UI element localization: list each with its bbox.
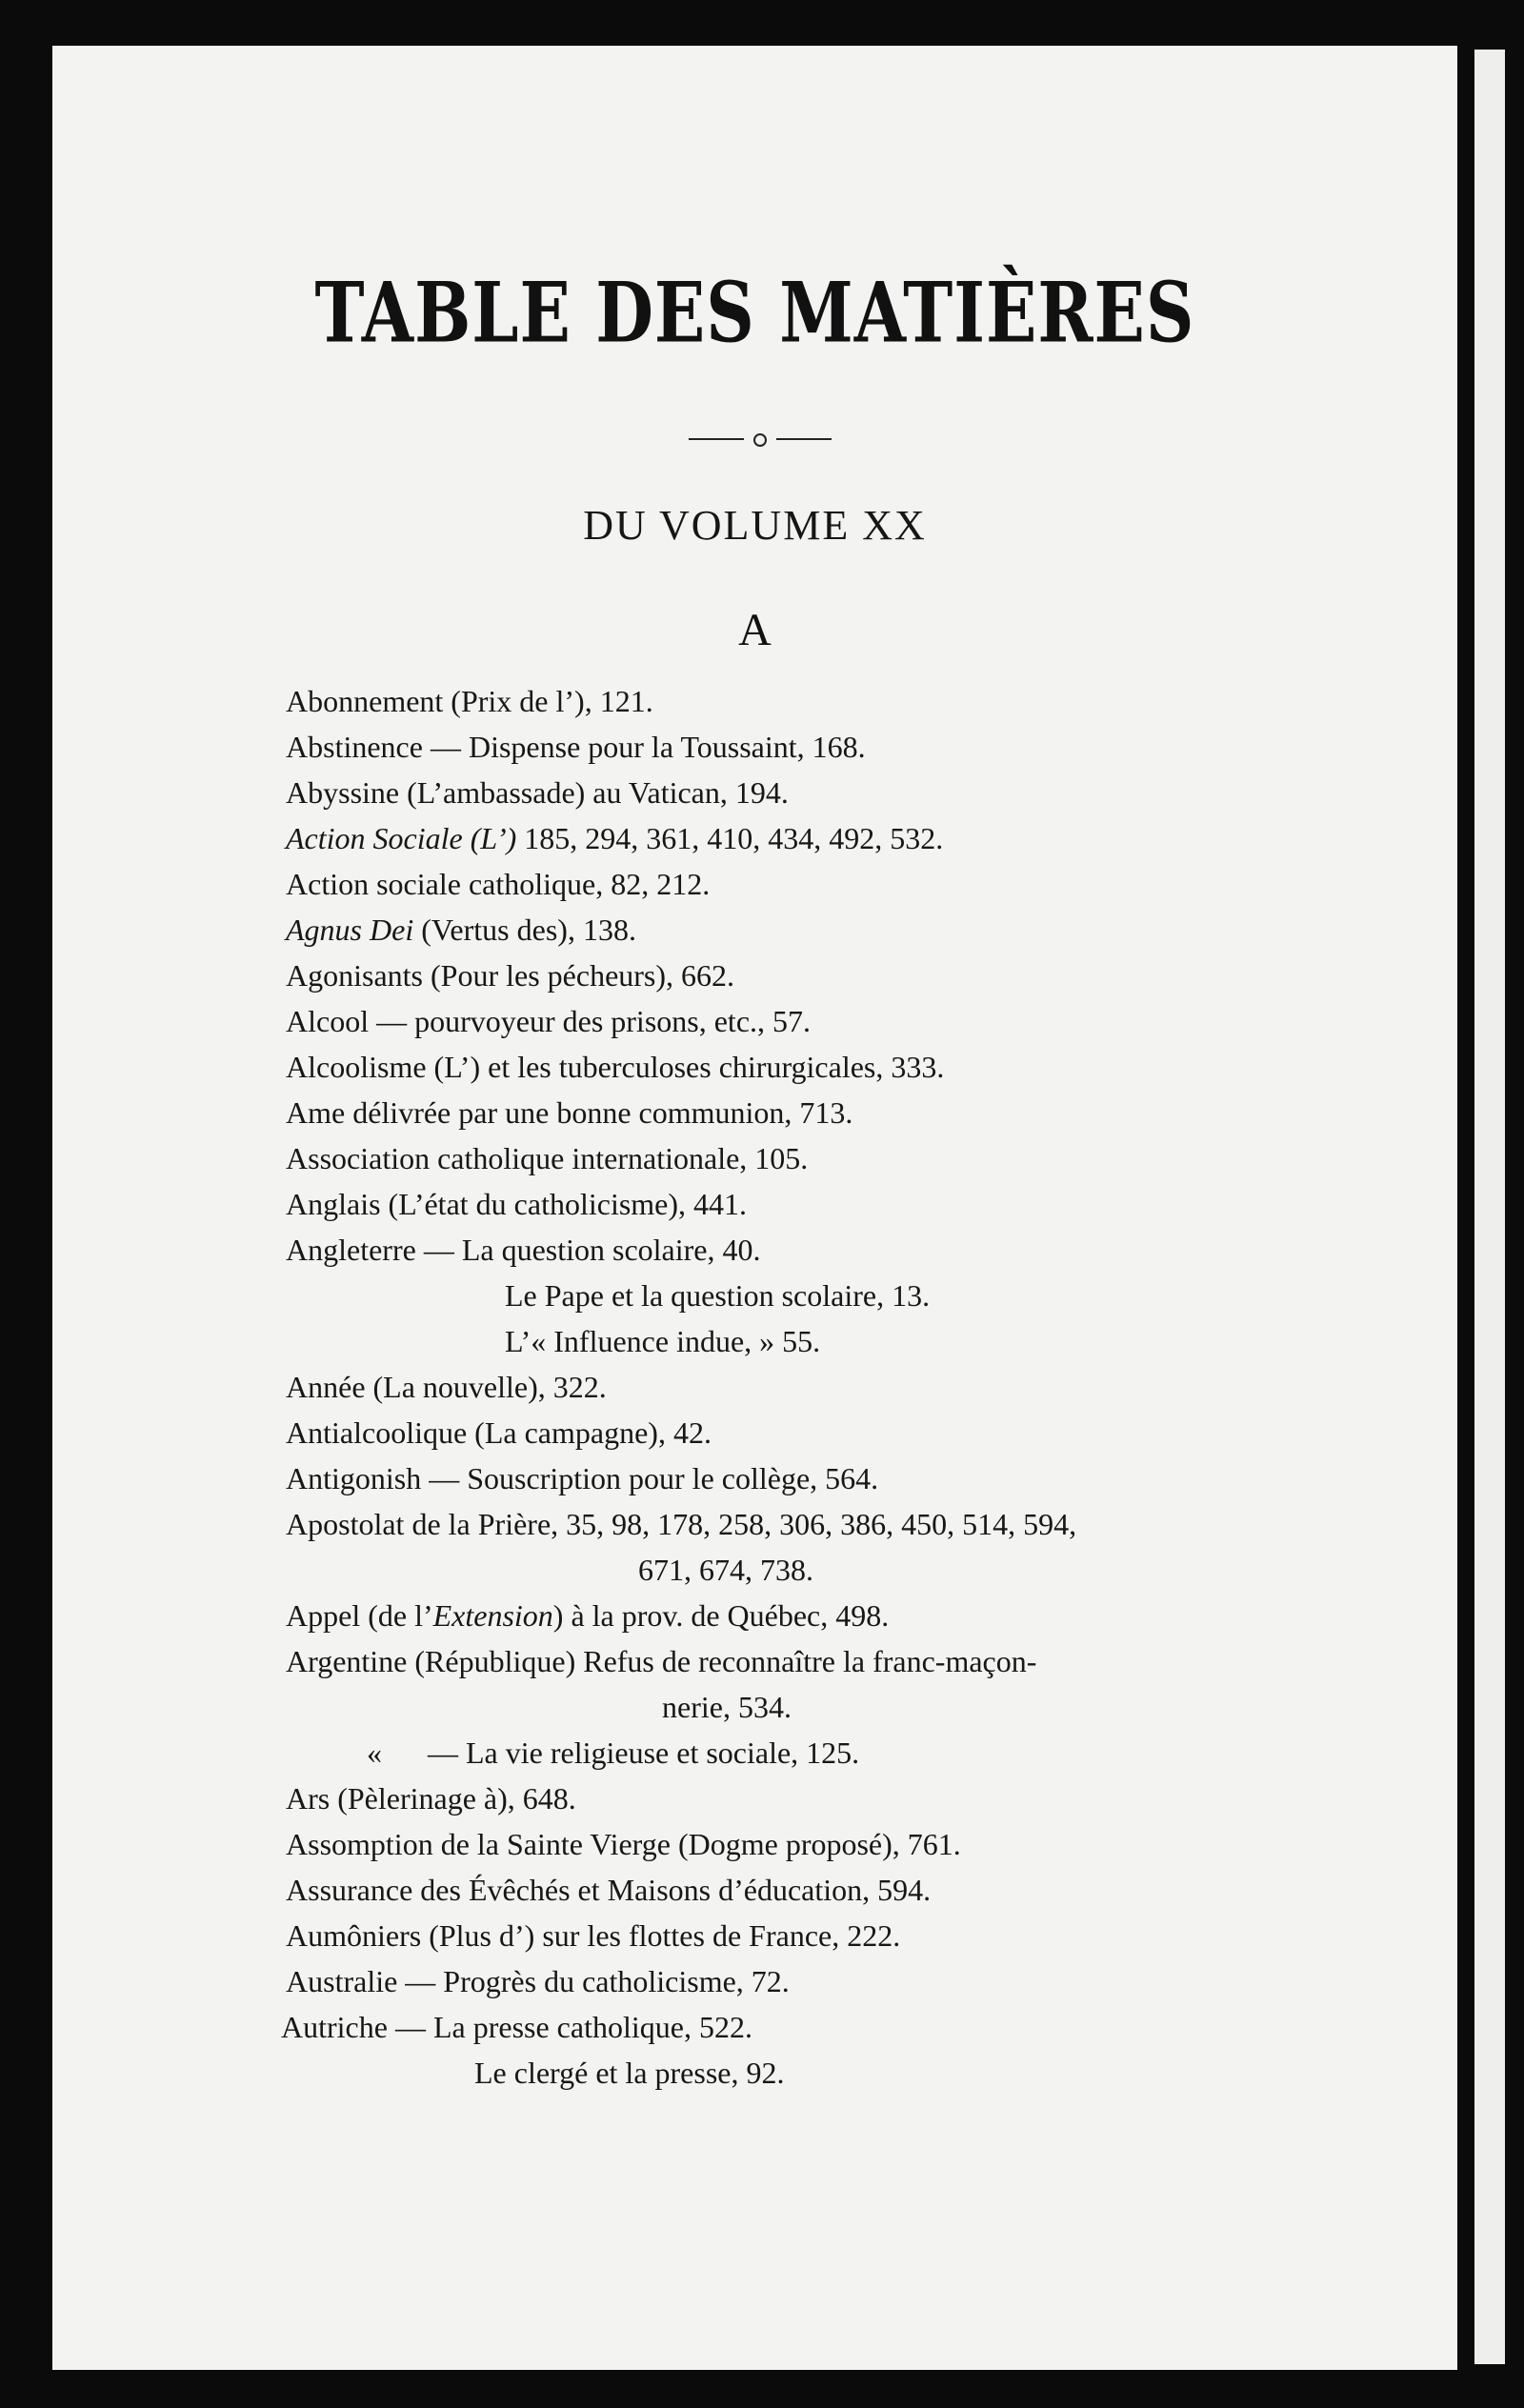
section-letter: A	[738, 605, 772, 655]
index-entry: Alcoolisme (L’) et les tuberculoses chirurgicales, 333.	[286, 1050, 945, 1084]
index-entry: Argentine (République) Refus de reconnaître la franc-maçon-	[286, 1644, 1037, 1678]
index-entry: Autriche — La presse catholique, 522.	[281, 2010, 752, 2044]
index-entry: Appel (de l’Extension) à la prov. de Québec, 498.	[286, 1598, 890, 1633]
page-title: TABLE DES MATIÈRES	[314, 263, 1195, 362]
index-entry: Agnus Dei (Vertus des), 138.	[286, 913, 636, 947]
index-entry: Abonnement (Prix de l’), 121.	[286, 684, 653, 718]
index-entry: Abyssine (L’ambassade) au Vatican, 194.	[286, 775, 789, 810]
book-page	[52, 46, 1457, 2370]
index-entry: Angleterre — La question scolaire, 40.	[286, 1233, 761, 1267]
index-entry: Aumôniers (Plus d’) sur les flottes de France, 222.	[286, 1918, 901, 1953]
index-entry: Australie — Progrès du catholicisme, 72.	[286, 1964, 790, 1998]
index-entry: Association catholique internationale, 105.	[286, 1141, 809, 1175]
index-subentry: « — La vie religieuse et sociale, 125.	[367, 1736, 860, 1770]
index-continuation: 671, 674, 738.	[638, 1553, 813, 1587]
index-entry: Année (La nouvelle), 322.	[286, 1370, 607, 1404]
index-subentry: Le Pape et la question scolaire, 13.	[505, 1278, 931, 1313]
index-subentry: Le clergé et la presse, 92.	[474, 2056, 785, 2090]
title-ornament	[689, 425, 832, 453]
index-entry: Ars (Pèlerinage à), 648.	[286, 1781, 576, 1816]
index-entry: Agonisants (Pour les pécheurs), 662.	[286, 958, 735, 993]
index-entry: Assomption de la Sainte Vierge (Dogme proposé), 761.	[286, 1827, 961, 1861]
index-entry: Action sociale catholique, 82, 212.	[286, 867, 711, 901]
index-entry: Apostolat de la Prière, 35, 98, 178, 258, 306, 386, 450, 514, 594,	[286, 1507, 1077, 1541]
index-entry: Alcool — pourvoyeur des prisons, etc., 57.	[286, 1004, 812, 1038]
volume-subtitle: DU VOLUME XX	[583, 502, 927, 549]
index-continuation: nerie, 534.	[662, 1690, 792, 1724]
adjacent-page-edge	[1474, 50, 1505, 2364]
index-entry: Antigonish — Souscription pour le collège, 564.	[286, 1461, 879, 1495]
index-entry: Anglais (L’état du catholicisme), 441.	[286, 1187, 748, 1221]
index-entry: Assurance des Évêchés et Maisons d’éducation, 594.	[286, 1873, 932, 1907]
index-entry: Ame délivrée par une bonne communion, 713.	[286, 1095, 853, 1130]
index-entry: Antialcoolique (La campagne), 42.	[286, 1415, 712, 1450]
index-subentry: L’« Influence indue, » 55.	[505, 1324, 821, 1358]
index-entry: Abstinence — Dispense pour la Toussaint, 168.	[286, 730, 866, 764]
index-entry: Action Sociale (L’) 185, 294, 361, 410, 434, 492, 532.	[286, 821, 944, 855]
